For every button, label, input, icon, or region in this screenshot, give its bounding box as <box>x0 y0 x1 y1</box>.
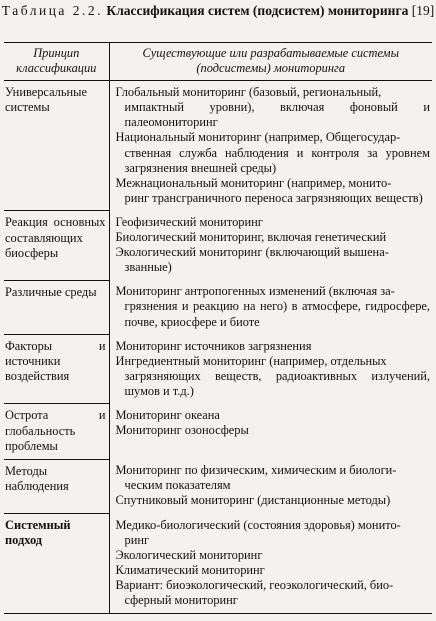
system-item: Вариант: биоэкологический, геоэкологический, био- <box>115 577 394 592</box>
system-item: Мониторинг океана <box>115 407 220 422</box>
table-row <box>4 81 432 211</box>
systems-cell <box>109 514 432 614</box>
caption-lead: Таблица 2.2. <box>1 3 104 18</box>
systems-cell <box>109 81 432 211</box>
caption-title: Классификация систем (подсистем) мониторинга <box>106 3 409 18</box>
systems-cell <box>109 404 432 459</box>
system-item-continuation: загрязняющих веществ, радиоактивных излучений, шумов и т.д.) <box>124 368 430 398</box>
system-item: Биологический мониторинг, включая генетический <box>115 230 387 245</box>
system-item: Экологический мониторинг <box>115 547 263 562</box>
system-item: Медико-биологический (состояния здоровья) монито- <box>115 517 401 532</box>
system-item-continuation: ственная служба наблюдения и контроля за уровнем загрязнения внешней среды) <box>124 145 430 175</box>
system-item: Глобальный мониторинг (базовый, региональный, <box>115 85 382 100</box>
systems-cell <box>109 335 432 404</box>
principle-cell: Методы наблюдения <box>4 459 109 513</box>
table-row <box>4 514 432 614</box>
table-header-row <box>4 43 432 81</box>
table-caption <box>0 2 436 19</box>
system-item: Ингредиентный мониторинг (например, отдельных <box>115 353 387 368</box>
system-item: Межнациональный мониторинг (например, монито- <box>115 175 392 190</box>
systems-cell <box>109 459 432 513</box>
system-item-continuation: сферный мониторинг <box>124 593 238 607</box>
system-item: Мониторинг озоносферы <box>115 423 249 438</box>
system-item-continuation: грязнения и реакцию на него) в атмосфере, гидросфере, почве, криосфере и биоте <box>124 299 430 329</box>
system-item-continuation: импактный уровни), включая фоновый и палеомониторинг <box>124 100 430 130</box>
table-row <box>4 335 432 404</box>
classification-table <box>4 42 432 614</box>
system-item: Национальный мониторинг (например, Общегосудар- <box>115 130 401 145</box>
system-item-continuation: ринг <box>124 532 150 547</box>
system-item: Геофизический мониторинг <box>115 214 263 229</box>
principle-cell: Различные среды <box>4 280 109 334</box>
table-row <box>4 280 432 334</box>
table-row <box>4 404 432 459</box>
system-item: Климатический мониторинг <box>115 562 265 577</box>
system-item: Спутниковый мониторинг (дистанционные методы) <box>115 493 391 508</box>
table-row <box>4 211 432 280</box>
header-principle: Принцип классификации <box>4 43 109 81</box>
systems-cell <box>109 280 432 334</box>
system-item: Мониторинг по физическим, химическим и биологи- <box>115 463 397 478</box>
system-item-continuation: званные) <box>124 260 172 275</box>
header-systems: Существующие или разрабатываемые системы (подсистемы) мониторинга <box>109 43 432 81</box>
systems-cell <box>109 211 432 280</box>
system-item: Экологический мониторинг (включающий вышена- <box>115 245 389 260</box>
caption-ref: [19] <box>408 3 435 18</box>
system-item: Мониторинг источников загрязнения <box>115 338 312 353</box>
system-item-continuation: ринг трансграничного переноса загрязняющих веществ) <box>124 190 423 205</box>
principle-cell: Острота и глобальность проблемы <box>4 404 109 459</box>
principle-cell: Реакция основных составляющих биосферы <box>4 211 109 280</box>
system-item: Мониторинг антропогенных изменений (включая за- <box>115 284 395 299</box>
table-row <box>4 459 432 513</box>
principle-cell: Универсальные системы <box>4 81 109 211</box>
principle-cell: Факторы и источники воздействия <box>4 335 109 404</box>
system-item-continuation: ческим показателям <box>124 478 231 493</box>
principle-cell: Системный подход <box>4 514 109 614</box>
